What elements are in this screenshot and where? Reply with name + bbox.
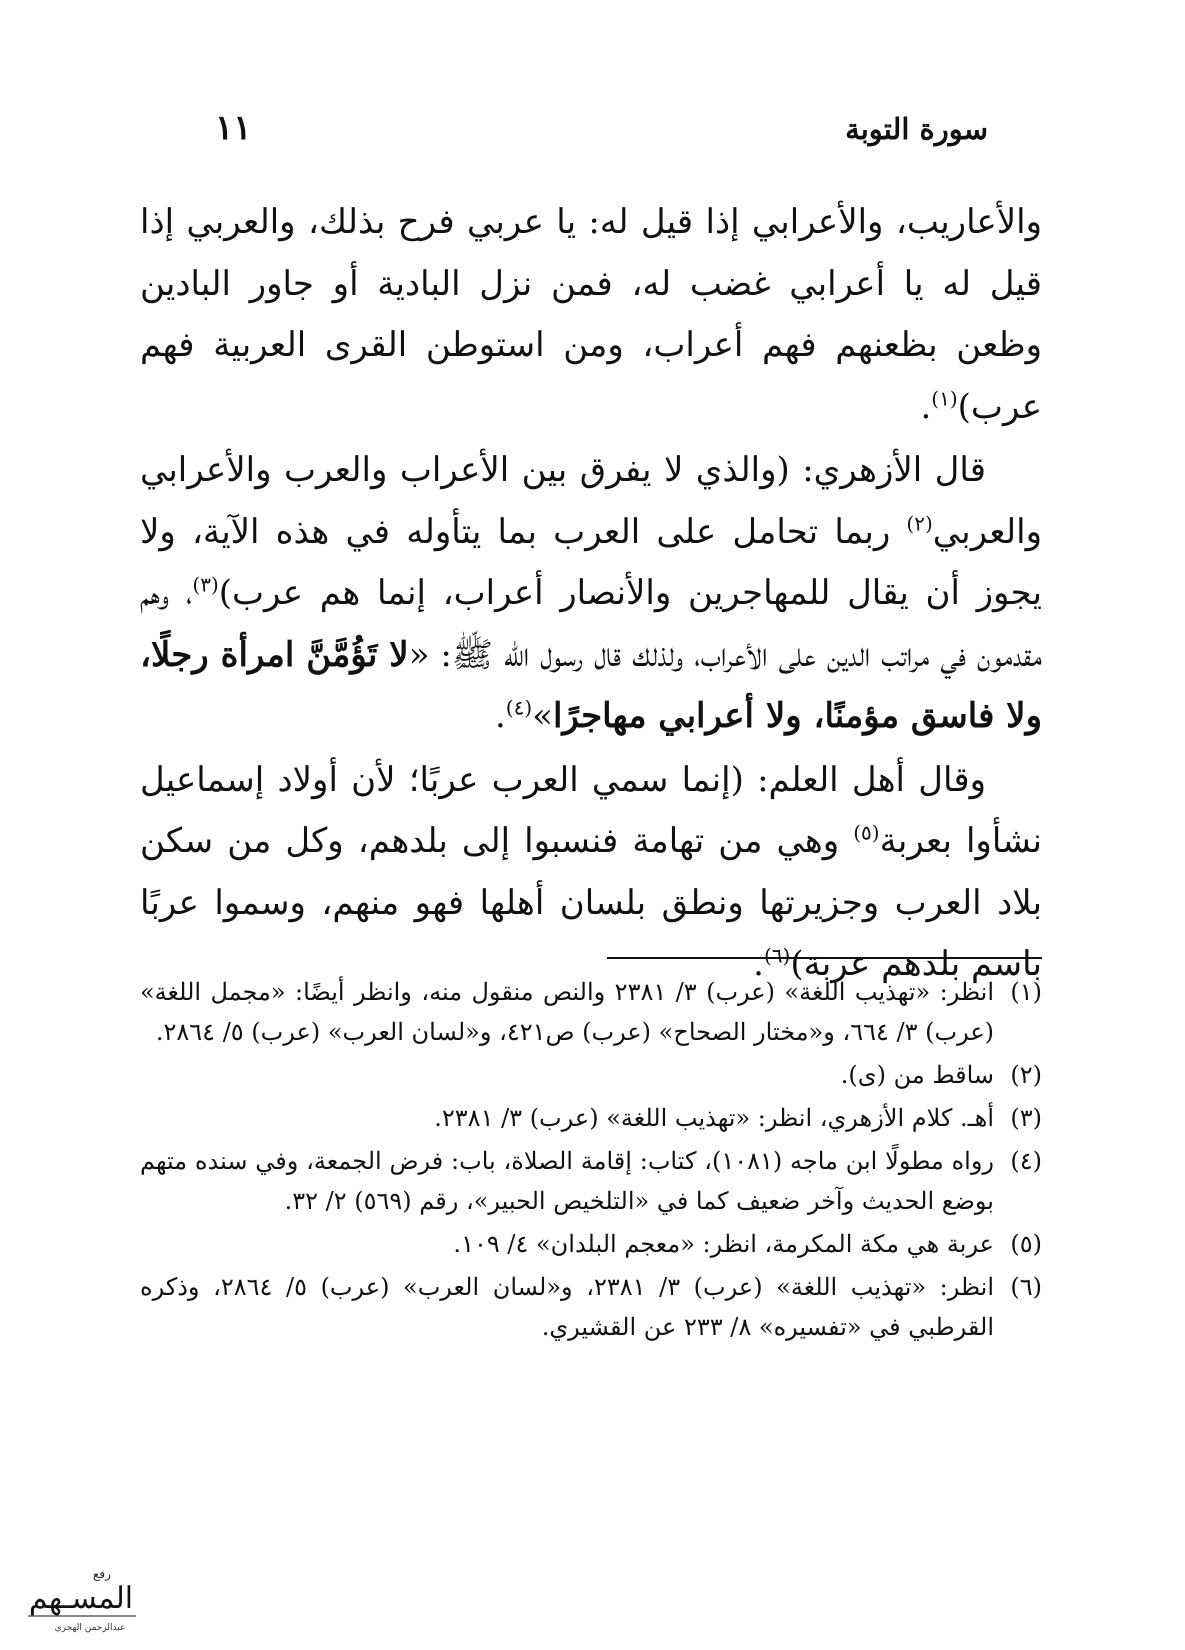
paragraph-1 <box>140 192 1042 438</box>
footnote-ref-5: (٥) <box>853 820 880 845</box>
paragraph-3-part-1: وقال أهل العلم: (إنما سمي العرب عربًا؛ لأن أولاد إسماعيل نشأوا بعربة <box>140 759 1042 861</box>
logo-top-text: رفع <box>93 1567 111 1581</box>
footnote-text: انظر: «تهذيب اللغة» (عرب) ٣/ ٢٣٨١ والنص منقول منه، وانظر أيضًا: «مجمل اللغة» (عرب) ٣/ ٦٦٤، و«مختار الصحاح» (عرب) ص٤٢١، و«لسان العرب» (عرب) ٥/ ٢٨٦٤. <box>140 978 994 1046</box>
paragraph-3-part-2: وهي من تهامة فنسبوا إلى بلدهم، وكل من سكن بلاد العرب وجزيرتها ونطق بلسان أهلها فهو منهم، وسموا عربًا باسم بلدهم عربة) <box>140 821 1042 984</box>
page-header <box>215 108 988 162</box>
footnote-ref-6: (٦) <box>763 943 791 968</box>
footnote-1 <box>140 972 1042 1052</box>
paragraph-2-part-1: قال الأزهري: (والذي لا يفرق بين الأعراب والعرب والأعرابي والعربي <box>140 450 1042 552</box>
footnote-6 <box>140 1267 1042 1347</box>
footnote-text: عربة هي مكة المكرمة، انظر: «معجم البلدان» ٤/ ١٠٩. <box>453 1230 994 1258</box>
footnote-divider <box>607 957 1042 959</box>
footnote-2 <box>140 1055 1042 1095</box>
footnote-ref-3: (٣) <box>192 572 219 597</box>
footnote-text: ساقط من (ى). <box>840 1061 994 1089</box>
footnote-text: انظر: «تهذيب اللغة» (عرب) ٣/ ٢٣٨١، و«لسان العرب» (عرب) ٥/ ٢٨٦٤، وذكره القرطبي في «تفسيره» ٨/ ٢٣٣ عن القشيري. <box>140 1273 994 1341</box>
footnote-5 <box>140 1224 1042 1264</box>
hadith-quote: لا تَؤُمَّنَّ امرأة رجلًا، ولا فاسق مؤمنًا، ولا أعرابي مهاجرًا <box>140 634 1042 736</box>
footnote-ref-1: (١) <box>931 386 958 411</box>
logo-subtitle: عبدالرحمن الهجري <box>54 1623 126 1633</box>
paragraph-2-part-2: ربما تحامل على العرب بما يتأوله في هذه الآية، ولا يجوز أن يقال للمهاجرين والأنصار أعراب، إنما هم عرب) <box>140 511 1042 613</box>
page-number: ١١ <box>215 108 252 148</box>
publisher-logo <box>6 1564 156 1642</box>
paragraph-3-end: . <box>753 944 764 984</box>
footnote-number: (٦) <box>1010 1273 1042 1301</box>
footnote-ref-2: (٢) <box>906 511 933 536</box>
main-text <box>140 192 1042 998</box>
footnote-number: (٢) <box>1010 1061 1042 1089</box>
footnote-text: رواه مطولًا ابن ماجه (١٠٨١)، كتاب: إقامة الصلاة، باب: فرض الجمعة، وفي سنده متهم بوضع الحديث وآخر ضعيف كما في «التلخيص الحبير»، رقم (٥٦٩) ٢/ ٣٢. <box>140 1147 995 1215</box>
paragraph-2-part-4: » <box>532 696 553 736</box>
paragraph-2-end: . <box>494 696 506 736</box>
logo-main-text: المسـ‍‍هم <box>28 1581 134 1616</box>
footnotes <box>140 972 1042 1350</box>
paragraph-1-text: والأعاريب، والأعرابي إذا قيل له: يا عربي فرح بذلك، والعربي إذا قيل له يا أعرابي غضب له، فمن نزل البادية أو جاور البادين وظعن بظعنهم فهم أعراب، ومن استوطن القرى العربية فهم عرب) <box>140 202 1042 427</box>
footnote-number: (٤) <box>1010 1147 1042 1175</box>
paragraph-2 <box>140 440 1042 748</box>
running-title: سورة التوبة <box>845 112 988 146</box>
paragraph-2-part-3: ، وهم مقدمون في مراتب الدين على الأعراب، ولذلك قال رسول الله ﷺ: « <box>140 573 1042 675</box>
footnote-text: أهـ. كلام الأزهري، انظر: «تهذيب اللغة» (عرب) ٣/ ٢٣٨١. <box>434 1104 994 1132</box>
paragraph-1-end: . <box>920 386 932 427</box>
footnote-ref-4: (٤) <box>505 695 533 720</box>
footnote-3 <box>140 1098 1042 1138</box>
footnote-number: (٣) <box>1010 1104 1042 1132</box>
footnote-number: (٥) <box>1010 1230 1042 1258</box>
footnote-number: (١) <box>1010 978 1042 1006</box>
footnote-4 <box>140 1141 1042 1221</box>
